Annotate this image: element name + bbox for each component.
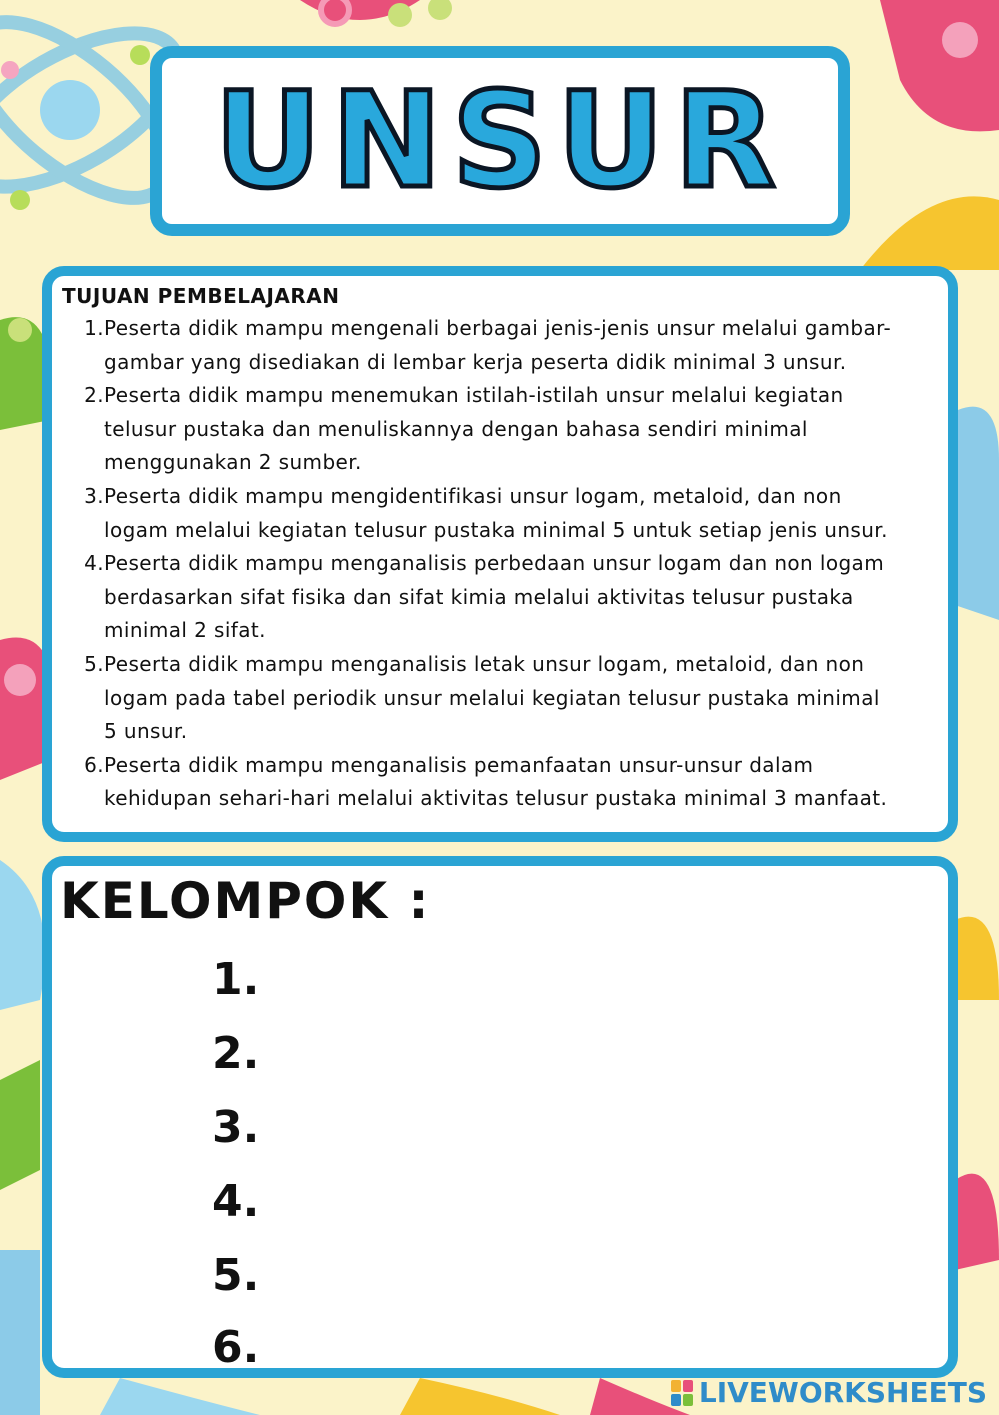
objective-item xyxy=(58,547,934,648)
objective-line: kehidupan sehari-hari melalui aktivitas telusur pustaka minimal 3 manfaat. xyxy=(104,786,888,811)
objective-number: 6. xyxy=(84,752,104,777)
objective-item xyxy=(58,480,934,547)
liveworksheets-watermark xyxy=(671,1376,987,1409)
objective-line: telusur pustaka dan menuliskannya dengan bahasa sendiri minimal xyxy=(104,416,808,441)
group-member-number: 6. xyxy=(212,1322,260,1373)
objective-line: gambar yang disediakan di lembar kerja peserta didik minimal 3 unsur. xyxy=(104,349,847,374)
objective-number: 4. xyxy=(84,551,104,576)
objective-line: menggunakan 2 sumber. xyxy=(104,450,362,475)
learning-objectives-heading: TUJUAN PEMBELAJARAN xyxy=(62,284,340,308)
objective-line: logam melalui kegiatan telusur pustaka minimal 5 untuk setiap jenis unsur. xyxy=(104,517,888,542)
group-title: KELOMPOK : xyxy=(60,872,431,930)
objective-number: 1. xyxy=(84,316,104,340)
objective-line: Peserta didik mampu menganalisis letak unsur logam, metaloid, dan non xyxy=(104,651,865,676)
liveworksheets-logo-icon xyxy=(671,1380,693,1406)
objective-item xyxy=(58,648,934,749)
group-member-number: 3. xyxy=(212,1102,260,1153)
objective-line: logam pada tabel periodik unsur melalui kegiatan telusur pustaka minimal xyxy=(104,685,880,710)
objective-line: Peserta didik mampu mengenali berbagai jenis-jenis unsur melalui gambar- xyxy=(104,316,892,340)
objective-line: Peserta didik mampu menganalisis pemanfaatan unsur-unsur dalam xyxy=(104,752,814,777)
group-member-number: 1. xyxy=(212,954,260,1005)
group-member-number: 4. xyxy=(212,1176,260,1227)
learning-objectives-panel xyxy=(42,266,958,842)
learning-objectives-list xyxy=(58,312,934,816)
group-member-number: 5. xyxy=(212,1250,260,1301)
objective-item xyxy=(58,749,934,816)
watermark-text: LIVEWORKSHEETS xyxy=(698,1376,987,1409)
objective-item xyxy=(58,312,934,379)
objective-number: 2. xyxy=(84,383,104,408)
objective-line: minimal 2 sifat. xyxy=(104,618,266,643)
objective-line: 5 unsur. xyxy=(104,719,188,744)
objective-line: Peserta didik mampu menganalisis perbedaan unsur logam dan non logam xyxy=(104,551,885,576)
objective-number: 3. xyxy=(84,483,104,508)
objective-line: Peserta didik mampu mengidentifikasi unsur logam, metaloid, dan non xyxy=(104,483,842,508)
objective-line: Peserta didik mampu menemukan istilah-istilah unsur melalui kegiatan xyxy=(104,383,844,408)
title-banner xyxy=(150,46,850,236)
objective-item xyxy=(58,379,934,480)
objective-line: berdasarkan sifat fisika dan sifat kimia melalui aktivitas telusur pustaka xyxy=(104,584,854,609)
group-members-panel xyxy=(42,856,958,1378)
page-title: UNSUR xyxy=(214,64,786,218)
group-member-number: 2. xyxy=(212,1028,260,1079)
objective-number: 5. xyxy=(84,651,104,676)
